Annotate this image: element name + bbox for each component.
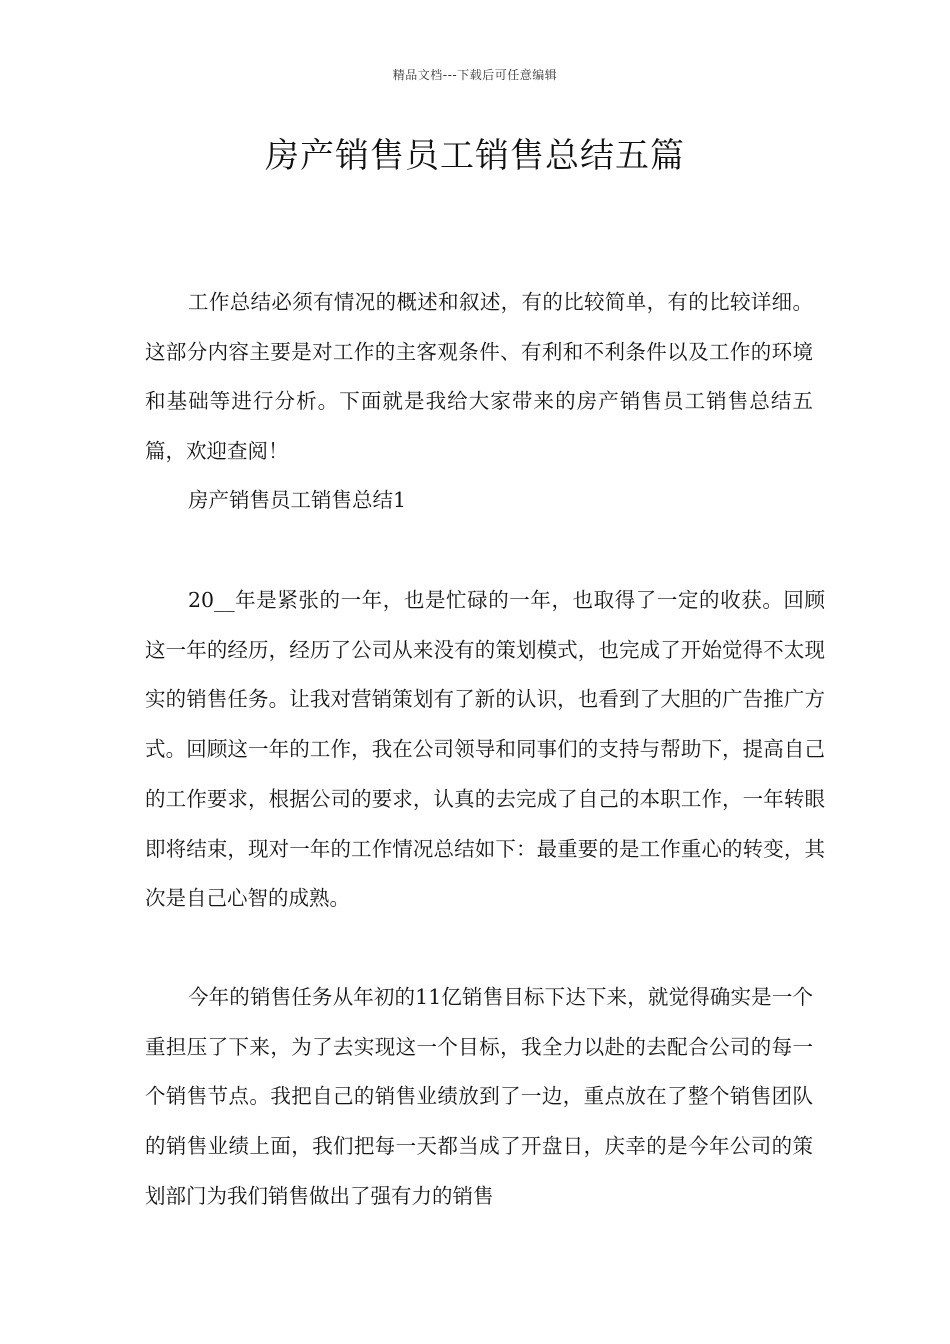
header-note: 精品文档---下载后可任意编辑 bbox=[392, 68, 558, 82]
sales-target-paragraph: 今年的销售任务从年初的11亿销售目标下达下来，就觉得确实是一个重担压了下来，为了去实现这一个目标，我全力以赴的去配合公司的每一个销售节点。我把自己的销售业绩放到了一边，重点放在了整个销售团队的销售业绩上面，我们把每一天都当成了开盘日，庆幸的是今年公司的策划部门为我们销售做出了强有力的销售 bbox=[145, 985, 813, 1208]
document-title: 房产销售员工销售总结五篇 bbox=[265, 136, 685, 176]
intro-paragraph: 工作总结必须有情况的概述和叙述，有的比较简单，有的比较详细。这部分内容主要是对工作的主客观条件、有利和不利条件以及工作的环境和基础等进行分析。下面就是我给大家带来的房产销售员工销售总结五篇，欢迎查阅！ bbox=[145, 290, 813, 464]
year-summary-paragraph: 20__年是紧张的一年，也是忙碌的一年，也取得了一定的收获。回顾这一年的经历，经历了公司从来没有的策划模式，也完成了开始觉得不太现实的销售任务。让我对营销策划有了新的认识，也看到了大胆的广告推广方式。回顾这一年的工作，我在公司领导和同事们的支持与帮助下，提高自己的工作要求，根据公司的要求，认真的去完成了自己的本职工作，一年转眼即将结束，现对一年的工作情况总结如下：最重要的是工作重心的转变，其次是自己心智的成熟。 bbox=[145, 588, 825, 911]
section-heading: 房产销售员工销售总结1 bbox=[188, 488, 407, 512]
